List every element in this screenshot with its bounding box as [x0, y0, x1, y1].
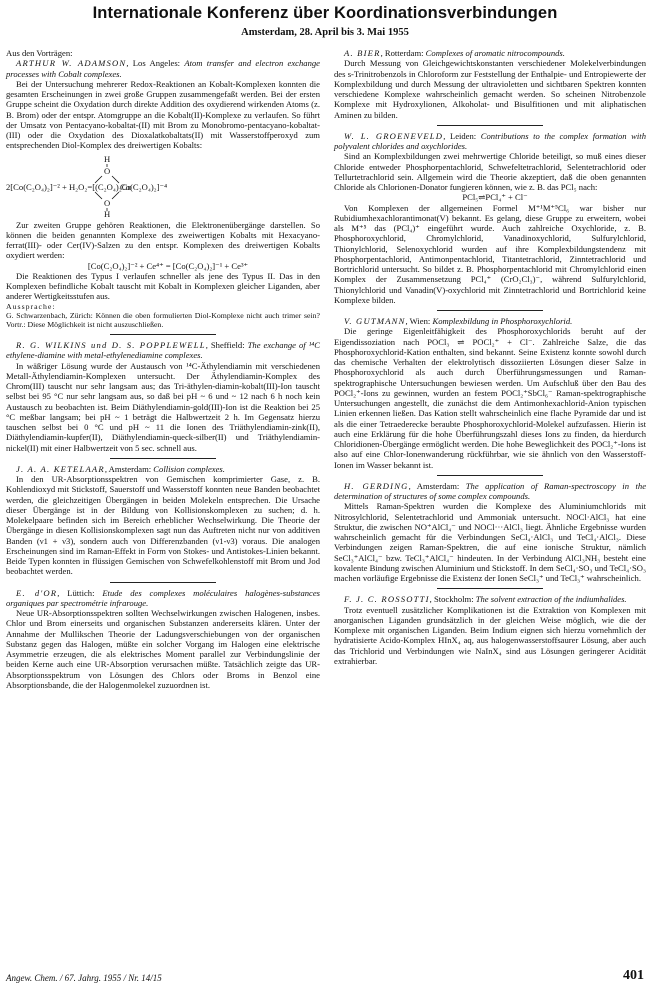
article-title: The exchange of ¹⁴C ethylene-diamine with metal-ethylenediamine complexes.: [6, 340, 321, 361]
divider: [437, 475, 543, 476]
author: W. L. GROENEVELD: [344, 130, 444, 141]
place: , Stockholm:: [429, 594, 476, 605]
divider: [437, 310, 543, 311]
paragraph: In wäßriger Lösung wurde der Austausch von ¹⁴C-Äthylendiamin mit verschiedenen Metall-Äthylendiamin-Komplexen untersucht. Der Äthylendiamin-Komplex des Chrom(III) tauscht nur sehr langsam aus; das Tri-äthylen-diamin-kobalt(III)-Ion tauscht selbst bei 95 °C nur sehr langsam aus, so daß bei pH ~ 6 und ~ 12 nach 6 h noch kein Austausch zu beobachten ist. Beim Diäthylendiamin-gold(III)-Ion ist die Reaktion bei 25 °C meßbar langsam; bei pH ~ 1 beträgt die Halbwertzeit 2 h. Im Gegensatz hierzu tauschen selbst bei 0 °C und pH ~ 11 die Ionen des Triäthylendiamin-zink(II), Diäthylendiamin-kupfer(II), Diäthylendiamin-queck-silber(II) und Triäthylendiamin-nickel(II) mit einer Halbwertzeit von 5 sec. schnell aus.: [6, 360, 320, 453]
article-rossotti: [334, 594, 646, 666]
hydrogen-label: H: [104, 208, 111, 219]
article-title: Atom transfer and electron exchange processes with Cobalt complexes.: [6, 58, 321, 79]
author: E. d'OR: [16, 587, 58, 598]
paragraph: Die Reaktionen des Typus I verlaufen schneller als jene des Typus II. Das in den Komplexen befindliche Kobalt tauscht mit Kobalt in Komplexen gleicher Liganden, aber anderer Wertigkeitsstufen aus.: [6, 270, 320, 302]
intro-text: Aus den Vorträgen:: [6, 48, 73, 58]
paragraph: Die geringe Eigenleitfähigkeit des Phosphoroxychlorids beruht auf der Eigendissoziation nach POCl₃ ⇌ POCl₂⁺ + Cl⁻. Zahlreiche Salze, die das Phosphoroxychlorid-Kation enthalten, sind bekannt. Seine Existenz konnte sowohl durch das chemische Verhalten der elektrolytisch dissoziierten Lösungen dieser Salze in Phosphoroxychlorid als auch durch Überführungsmessungen und Raman-spektrographische Untersuchungen bewiesen werden. Um Aufschluß über den Bau des POCl₂⁺-Ions zu gewinnen, wurden an festem POCl₂⁺SbCl₆⁻ Raman-spektrographische Untersuchungen angestellt, die zunächst die dem Antimonhexachlorid-Anion typischen Linien erkennen ließen. Das Kation stellt wahrscheinlich eine flache Pyramide dar und ist als die einer Tetraederecke beraubte Phosphoroxychlorid-Molekel aufzufassen. Hierin ist auch eine Erklärung für die hohe Überführungszahl dieses Ions zu finden, da hierdurch Chloridionen-Übergänge ermöglicht werden. Die hohe Beweglichkeit des POCl₂⁺-Ions ist also auf eine Chlor-Ionenwanderung rückführbar, wie sie ähnlich von den Wasserstoff-Ionen im Wasser bekannt ist.: [334, 326, 646, 470]
place: , Sheffield:: [205, 340, 248, 351]
place: , Los Angeles:: [126, 58, 185, 69]
chemical-equation-diol: [6, 154, 320, 218]
divider: [110, 582, 217, 583]
article-gerding: [334, 481, 646, 584]
place: , Lüttich:: [57, 587, 103, 598]
paragraph: Bei der Untersuchung mehrerer Redox-Reaktionen an Kobalt-Komplexen konnten die gesamten Erscheinungen in zwei große Gruppen zusammengefaßt werden. Bei der ersten Gruppe scheint die Oxydation durch direkte Addition des oxydierend wirkenden Atoms (z. B. Brom) oder der entspr. Atomgruppe an die Kobalt(II)-Komplexe zu verlaufen. So führt der Umsatz von Pentacyano-kobaltat-(II) mit Brom zu Monobromo-pentacyano-kobaltat-(III) oder die Oxydation des Dioxalatkobaltats(II) mit Wasserstoffperoxyd zum entsprechenden Diol-Komplex des dreiwertigen Kobalts:: [6, 78, 320, 151]
author: F. J. C. ROSSOTTI: [344, 594, 430, 605]
article-title: The solvent extraction of the indiumhalides.: [475, 594, 627, 605]
article-title: Komplexbildung in Phosphoroxychlorid.: [432, 316, 573, 326]
paragraph: Trotz eventuell zusätzlicher Komplikationen ist die Extraktion von Komplexen mit anorganischen Liganden grundsätzlich in der gleichen Weise möglich, wie die der Komplexe mit organischen Liganden. Beim Indium eignen sich hierzu vornehmlich der hydratisierte Acido-Komplex HInX₄ aq, aus halogenwasserstoffsaurer Lösung, aber auch das Trichlorid und Verbindungen wie NaInX₄ sind aus Lösungen geringerer Acidität extrahierbar.: [334, 604, 646, 666]
paragraph: Von Komplexen der allgemeinen Formel M⁺¹M⁺⁵Cl₆ war bisher nur Rubidiumhexachlorantimonat(V) bekannt. Es gelang, diese Gruppe zu erweitern, wobei als M⁺⁵ das (PCl₄)⁺ eingeführt wurde. Auch zahlreiche Oxychloride, z. B. Phosphoroxychlorid, Chromylchlorid, Vanadinoxychlorid, Sulfurylchlorid, Thionylchlorid, Selenoxychlorid wurden auf ihre Komplexbildungstendenz mit Phosphorpentachlorid, Antimonpentachlorid, Titantetrachlorid, Zinntetrachlorid und Bortrichlorid untersucht. So bildet z. B. Phosphorpentachlorid mit Chromylchlorid einen Komplex der Zusammensetzung PCl₄⁺ (CrO₂Cl₃)⁻, während Sulfurylchlorid, Thionylchlorid und Vanadin(V)-oxychlorid mit Zinntetrachlorid und Bortrichlorid keine Komplexe bilden.: [334, 202, 646, 305]
paragraph: Sind an Komplexbildungen zwei mehrwertige Chloride beteiligt, so muß eines dieser Chloride entweder Phosphorpentachlorid, Schwefeltetrachlorid, Selentetrachlorid oder Tellurtetrachlorid sein. Allgemein wird die Theorie akzeptiert, daß die oben genannten Chloride als Chlorionen-Donator fungieren können, wie z. B. das PCl₅ nach:: [334, 151, 646, 192]
divider: [110, 458, 217, 459]
article-groeneveld: [334, 131, 646, 305]
equation-right: Co(C₂O₄)₂]⁻⁴: [120, 181, 168, 192]
author: ARTHUR W. ADAMSON: [16, 58, 127, 69]
place: , Amsterdam:: [408, 480, 466, 491]
place: , Wien:: [405, 316, 433, 326]
oxygen-label: O: [104, 165, 111, 176]
equation-left: 2[Co(C₂O₄)₂]⁻² + H₂O₂=[(C₂O₄)₂Co: [6, 181, 132, 192]
paragraph: Neue UR-Absorptionsspektren sollten Wechselwirkungen zwischen Halogenen, insbes. Chlor und Brom einerseits und organischen Substanzen andererseits klären. Unter der Annahme der Mullikschen Theorie der Ladungsverschiebungen von der organischen Substanz gegen das Halogen, müßte ein solcher Vorgang im Halogen eine elektrische Asymmetrie erzeugen, die als elektrisches Moment parallel zur Verbindungslinie der beiden Kerne auch eine UR-Absorption verursachen müßte. Tatsächlich zeigte das UR-Absorptionsspektrum von Lösungen des Chlors oder Broms in Benzol eine Absorptionsbande, die der Halogenmolekel zuzuordnen ist.: [6, 608, 320, 690]
discussion-text: G. Schwarzenbach, Zürich: Können die oben formulierten Diol-Komplexe nicht auch trimer sein? Vortr.: Diese Möglichkeit ist nicht auszuschließen.: [6, 310, 320, 329]
discussion: [6, 302, 320, 330]
page-number: 401: [623, 968, 644, 983]
paragraph: Mittels Raman-Spektren wurden die Komplexe des Aluminiumchlorids mit Nitrosylchlorid, Selentetrachlorid und Ammoniak untersucht. NOCl·AlCl₃ hat eine Struktur, die zwischen NO⁺AlCl₄⁻ und NOCl···AlCl₃ liegt. Ähnliche Ergebnisse wurden wahrscheinlich gemacht für die Verbindungen SeCl₄·AlCl₃ und TeCl₄·AlCl₃. Diese Verbindungen zeigen Raman-Spektren, die auf eine ionische Struktur, nämlich SeCl₃⁺AlCl₄⁻ bzw. TeCl₃⁺AlCl₄⁻ hindeuten. In der Verbindung AlCl₃NH₃ besteht eine kovalente Bindung zwischen Aluminium und Stickstoff. In dem SeCl₄·SO₃ und TeCl₄·SO₃ machen vorläufige Ergebnisse die Existenz der Ionen SeCl₃⁺ und TeCl₃⁺ wahrscheinlich.: [334, 501, 646, 583]
author: A. BIER: [344, 48, 381, 58]
article-dor: [6, 588, 320, 691]
place: , Rotterdam:: [380, 48, 426, 58]
author: V. GUTMANN: [344, 316, 406, 326]
article-ketelaar: [6, 464, 320, 577]
article-gutmann: [334, 316, 646, 470]
journal-citation: Angew. Chem. / 67. Jahrg. 1955 / Nr. 14/15: [6, 973, 162, 983]
discussion-heading: Aussprache:: [6, 301, 56, 311]
page-title: Internationale Konferenz über Koordinationsverbindungen: [92, 4, 558, 22]
divider: [437, 588, 543, 589]
place: , Leiden:: [443, 130, 481, 141]
right-column: [334, 48, 646, 666]
author: J. A. A. KETELAAR: [16, 463, 105, 474]
hydrogen-label: H: [104, 153, 111, 164]
divider: [437, 125, 543, 126]
divider: [110, 334, 217, 335]
article-title: Collision complexes.: [153, 463, 225, 474]
article-adamson: [6, 58, 320, 329]
paragraph: In den UR-Absorptionsspektren von Gemischen komprimierter Gase, z. B. Kohlendioxyd mit Stickstoff, Sauerstoff und Wasserstoff konnten neue Banden beobachtet werden, die gleichzeitigen Übergängen in beiden Molekeln entsprechen. Die Ursache dieser Übergänge ist in der Bildung von Kollisionskomplexen zu suchen; d. h. Molekelpaare befinden sich im Bereich erheblicher Wechselwirkung. Die Theorie der Übergänge in diesen Kollisionskomplexen sagt nun das Auftreten nicht nur von additiven Banden (ν1 + ν3), sondern auch von Differenzbanden (ν1-ν3) voraus. Die analogen Erscheinungen sind im Raman-Effekt in Form von Stokes- und Antistokes-Linien bekannt. Beide Typen konnten in flüssigen Gemischen von Schwefelkohlenstoff mit Brom und Jod beobachtet werden.: [6, 474, 320, 577]
article-title: The application of Raman-spectroscopy in the determination of structures of some complex compounds.: [334, 480, 647, 501]
article-bier: [334, 48, 646, 120]
article-title: Contributions to the complex formation with polyvalent chlorides and oxychlorides.: [334, 130, 646, 151]
chemical-equation: PCl₅⇌PCl₄⁺ + Cl⁻: [462, 192, 528, 203]
article-title: Etude des complexes moléculaires halogènes-substances organiques par spectrométrie infrarouge.: [6, 587, 321, 608]
place: , Amsterdam:: [104, 463, 154, 474]
conference-date: Amsterdam, 28. April bis 3. Mai 1955: [241, 27, 409, 38]
oxygen-label: O: [104, 197, 111, 208]
paragraph: Durch Messung von Gleichgewichtskonstanten verschiedener Molekelverbindungen des s-Trinitrobenzols in Chloroform zur Feststellung der Enthalpie- und Entropiewerte der Komplexbildung und durch Messung der ultravioletten und sichtbaren Spektren konnten verschiedene Komplexe wahrscheinlich gemacht werden. So scheinen Nitrobenzole Komplexe mit Hydroxylionen, Alkoholat- und Bisulfitionen und mit aliphatischen Aminen zu bilden.: [334, 58, 646, 120]
article-wilkins: [6, 340, 320, 453]
left-column: [6, 48, 320, 690]
paragraph: Zur zweiten Gruppe gehören Reaktionen, die Elektronenübergänge darstellen. So können die beiden genannten Komplexe des zweiwertigen Kobalts mit Hexacyano-ferrat(III)- oder Cer(IV)-Salzen zu den entspr. Komplexen des dreiwertigen Kobalts oxydiert werden:: [6, 219, 320, 261]
article-title: Complexes of aromatic nitrocompounds.: [425, 48, 565, 58]
author: R. G. WILKINS und D. S. POPPLEWELL: [16, 340, 206, 351]
chemical-equation: [Co(C₂O₄)₂]⁻² + Ce⁴⁺ = [Co(C₂O₄)₂]⁻¹ + Ce³⁺: [87, 260, 249, 271]
author: H. GERDING: [344, 480, 409, 491]
